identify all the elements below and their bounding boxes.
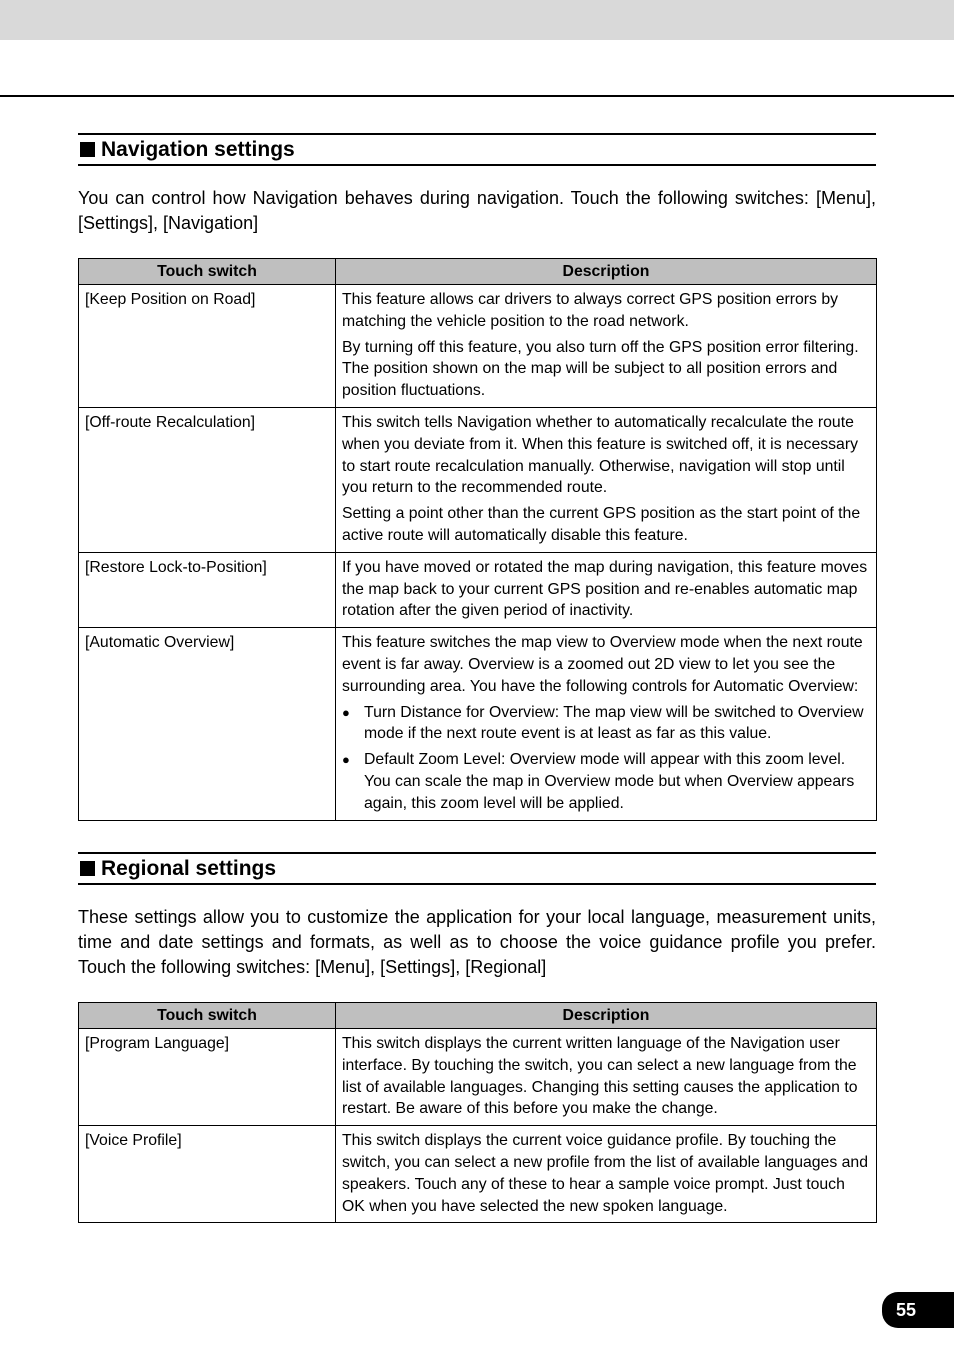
table-header-row	[79, 1003, 877, 1029]
description-cell	[336, 552, 877, 627]
table-row	[79, 1029, 877, 1126]
section-intro: You can control how Navigation behaves during navigation. Touch the following switches: [Menu], [Settings], [Navigation]	[78, 188, 876, 233]
switch-name: [Automatic Overview]	[79, 628, 336, 820]
column-header-switch: Touch switch	[79, 259, 336, 285]
switch-name: [Restore Lock-to-Position]	[79, 552, 336, 627]
table-header-row	[79, 259, 877, 285]
settings-table-regional	[78, 1002, 877, 1223]
description-text: By turning off this feature, you also turn off the GPS position error filtering. The position shown on the map will be subject to all position errors and position fluctuations.	[342, 338, 859, 400]
header-rule	[0, 95, 954, 97]
bullet-text: Turn Distance for Overview: The map view will be switched to Overview mode if the next route event is at least as far as this value.	[364, 703, 864, 743]
column-header-switch: Touch switch	[79, 1003, 336, 1029]
section-heading-navigation	[78, 133, 876, 166]
page-number-text: 55	[896, 1299, 917, 1320]
bullet-dot-icon: ●	[342, 704, 350, 720]
switch-name: [Program Language]	[79, 1029, 336, 1126]
switch-name: [Keep Position on Road]	[79, 285, 336, 408]
bullet-item	[342, 749, 870, 814]
description-text: This switch displays the current voice guidance profile. By touching the switch, you can select a new profile from the list of available languages and speakers. Touch any of these to hear a sample voice prompt. Just touch OK when you have selected the new spoken language.	[342, 1132, 868, 1215]
description-text: If you have moved or rotated the map during navigation, this feature moves the map back to your current GPS position and re-enables automatic map rotation after the given period of inactivity.	[342, 558, 868, 620]
table-row	[79, 407, 877, 552]
section-title: Regional settings	[101, 856, 277, 880]
bullet-dot-icon: ●	[342, 752, 350, 768]
square-bullet-icon	[80, 142, 95, 157]
section-title: Navigation settings	[101, 137, 295, 161]
description-cell	[336, 1126, 877, 1223]
settings-table-navigation	[78, 258, 877, 821]
switch-name: [Voice Profile]	[79, 1126, 336, 1223]
description-cell	[336, 628, 877, 820]
section-heading-regional	[78, 852, 876, 885]
description-text: Setting a point other than the current GPS position as the start point of the active route will automatically disable this feature.	[342, 505, 861, 544]
description-text: This switch displays the current written language of the Navigation user interface. By touching the switch, you can select a new language from the list of available languages. Changing this setting causes the application to restart. Be aware of this before you make the change.	[342, 1035, 858, 1118]
bullet-item	[342, 702, 870, 746]
page-number	[882, 1292, 954, 1328]
description-text: This feature allows car drivers to always correct GPS position errors by matching the vehicle position to the road network.	[342, 291, 839, 330]
description-cell	[336, 1029, 877, 1126]
table-row	[79, 552, 877, 627]
description-cell	[336, 407, 877, 552]
description-text: This feature switches the map view to Overview mode when the next route event is far away. Overview is a zoomed out 2D view to let you see the surrounding area. You have the following controls for Automatic Overview:	[342, 634, 863, 695]
column-header-description: Description	[336, 1003, 877, 1029]
section-intro: These settings allow you to customize the application for your local language, measurement units, time and date settings and formats, as well as to choose the voice guidance profile you prefer. Touch the following switches: [Menu], [Settings], [Regional]	[78, 907, 876, 977]
description-text: This switch tells Navigation whether to automatically recalculate the route when you deviate from it. When this feature is switched off, it is necessary to start route recalculation manually. Otherwise, navigation will stop until you return to the recommended route.	[342, 413, 858, 497]
bullet-text: Default Zoom Level: Overview mode will appear with this zoom level. You can scale the map in Overview mode but when Overview appears again, this zoom level will be applied.	[364, 751, 855, 812]
table-row	[79, 285, 877, 408]
description-cell	[336, 285, 877, 408]
column-header-description: Description	[336, 259, 877, 285]
header-band	[0, 0, 954, 40]
table-row	[79, 1126, 877, 1223]
square-bullet-icon	[80, 861, 95, 876]
table-row	[79, 628, 877, 820]
switch-name: [Off-route Recalculation]	[79, 407, 336, 552]
